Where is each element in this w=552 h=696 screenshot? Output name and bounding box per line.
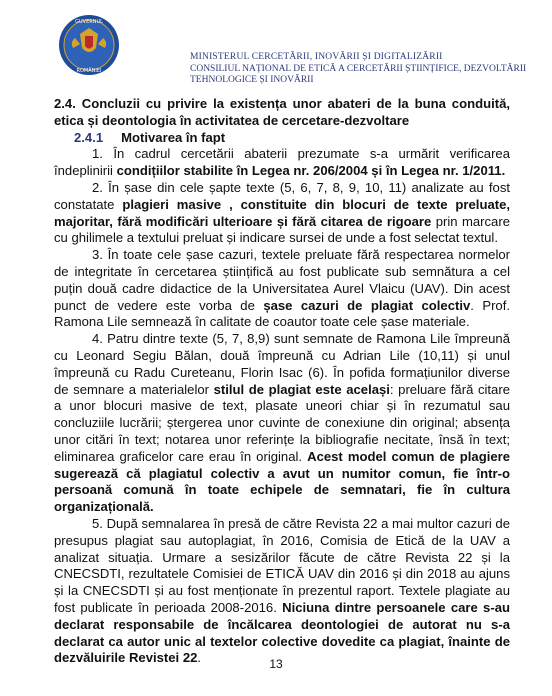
logo-text-top: GUVERNUL <box>75 19 103 25</box>
paragraph-5-text-end: . <box>197 650 202 666</box>
paragraph-3-text: 3. În toate cele șase cazuri, textele preluate fără respectarea normelor de integritate în cercetarea științifică au fost publicate sub semnătura a cel puțin două cadre didactice de la Universitatea Aurel Vlaicu (UAV). Din acest punct de vedere este vorba de <box>54 247 510 313</box>
council-name-line2: TEHNOLOGICE ȘI INOVĂRII <box>190 75 314 85</box>
subsection-heading <box>54 130 510 147</box>
paragraph-2-text: 2. În șase din cele șapte texte (5, 6, 7, 8, 9, 10, 11) analizate au fost constatate <box>54 179 510 212</box>
paragraph-1-text: 1. În cadrul cercetării abaterii prezumate s-a urmărit verificarea îndeplinirii <box>54 146 510 179</box>
paragraph-3-bold: șase cazuri de plagiat colectiv <box>263 297 471 313</box>
paragraph-4-text: 4. Patru dintre texte (5, 7, 8,9) sunt semnate de Ramona Lile împreună cu Leonard Segiu Bălan, două împreună cu Adrian Lile (10,11) și unul împreună cu Radu Cureteanu, Florin Isac (6). În pofida formațiunilor diverse de semnare a materialelor <box>54 331 510 397</box>
logo-text-bottom: ROMÂNIEI <box>76 68 102 74</box>
paragraph-5 <box>54 516 510 667</box>
paragraph-2-bold: plagieri masive , constituite din blocuri de texte preluate, majoritar, fără modificări ulterioare și fără citarea de rigoare <box>54 196 511 229</box>
subsection-number: 2.4.1 <box>74 129 104 145</box>
subsection-title: Motivarea în fapt <box>121 129 226 145</box>
council-name-line1: CONSILIUL NAȚIONAL DE ETICĂ A CERCETĂRII ȘTIINȚIFICE, DEZVOLTĂRII <box>190 64 527 74</box>
paragraph-3-text-end: . Prof. Ramona Lile semnează în calitate de coautor toate cele șase materiale. <box>54 297 510 330</box>
paragraph-3 <box>54 247 510 331</box>
document-body <box>54 96 510 667</box>
paragraph-1-bold: condițiilor stabilite în Legea nr. 206/2004 și în Legea nr. 1/2011. <box>116 163 506 179</box>
paragraph-5-bold: Niciuna dintre persoanele care s-au declarat responsabile de încălcarea deontologiei de autorat nu s-a declarat ca autor unic al textelor colective dovedite ca plagiat, înainte de dezvăluirile Revistei 22 <box>54 599 510 666</box>
ministry-name: MINISTERUL CERCETĂRII, INOVĂRII ȘI DIGITALIZĂRII <box>190 52 443 62</box>
document-header <box>58 14 527 85</box>
paragraph-2 <box>54 180 510 247</box>
paragraph-4-bold-end: Acest model comun de plagiere sugerează că plagiatul colectiv a avut un numitor comun, fie într-o persoană comună în toate echipele de semnatari, fie în cultura organizațională. <box>54 448 511 515</box>
paragraph-1 <box>54 146 510 180</box>
paragraph-5-text: 5. După semnalarea în presă de către Revista 22 a mai multor cazuri de presupus plagiat sau autoplagiat, în 2016, Comisia de Etică de la UAV a analizat situația. Urmare a sesizărilor făcute de către Revista 22 și la CNECSDTI, rezultatele Comisiei de ETICĂ UAV din 2016 și din 2018 au ajuns și la CNECSDTI și au fost menționate în prezentul raport. Textele plagiate au fost publicate în perioada 2008-2016. <box>54 515 510 615</box>
paragraph-4 <box>54 331 510 516</box>
government-logo-icon <box>58 14 120 76</box>
paragraph-2-text-end: prin marcare cu ghilimele a textului preluat și indicare sursei de unde a fost selectat textul. <box>54 213 510 246</box>
page-number: 13 <box>269 657 283 671</box>
paragraph-4-bold: stilul de plagiat este același <box>213 381 390 397</box>
section-title: 2.4. Concluzii cu privire la existența unor abateri de la buna conduită, etica și deontologia în activitatea de cercetare-dezvoltare <box>54 96 510 128</box>
paragraph-4-text-mid: : preluare fără citare a unor blocuri masive de text, plasate uneori chiar și în rezumatul sau concluziile lucrării; ștergerea unor cuvinte de conexiune din original; absența unor citări în text; notarea unor referințe la bibliografie necitate, însă în text; eliminarea graficelor care erau în original. <box>54 381 510 464</box>
council-name <box>190 64 530 86</box>
